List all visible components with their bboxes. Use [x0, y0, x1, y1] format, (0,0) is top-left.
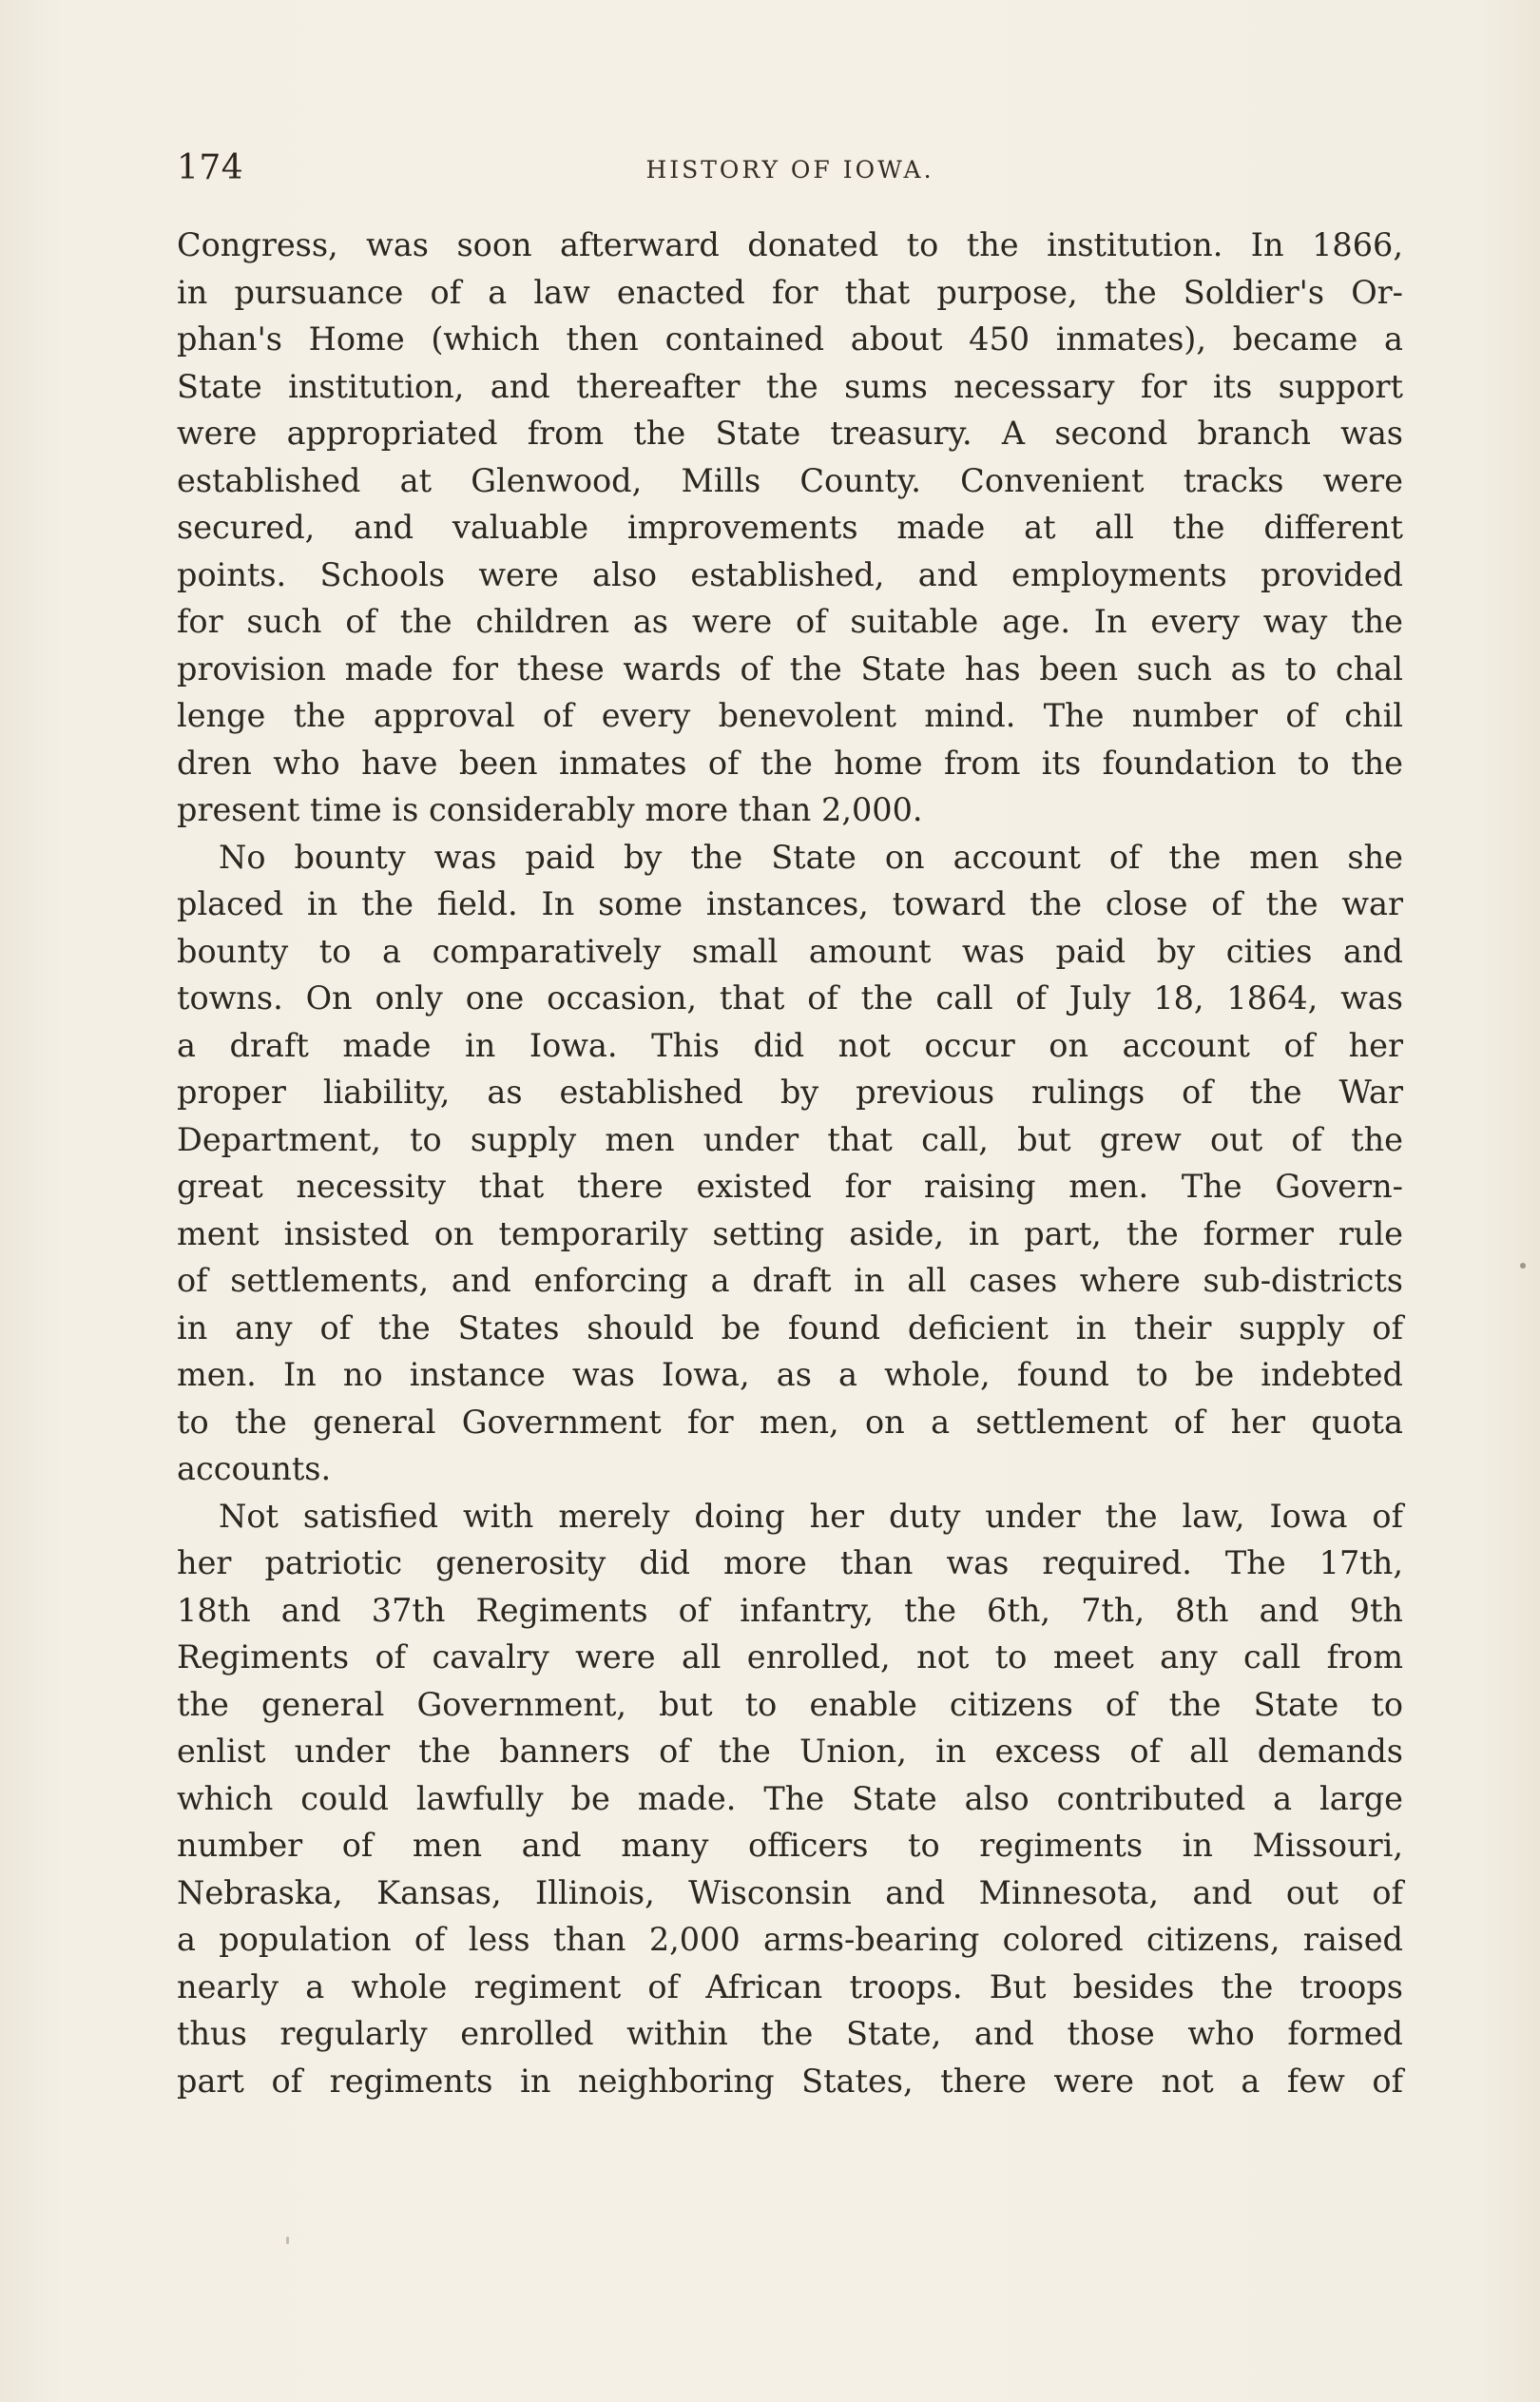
text-line: secured, and valuable improvements made at all the different	[177, 509, 1403, 546]
page-number: 174	[177, 148, 244, 187]
running-head: HISTORY OF IOWA.	[645, 156, 934, 184]
page-header	[177, 148, 1403, 196]
text-line: 18th and 37th Regiments of infantry, the 6th, 7th, 8th and 9th	[177, 1591, 1403, 1629]
paper-speck	[1520, 1263, 1526, 1269]
text-line: Not satisfied with merely doing her duty under the law, Iowa of	[219, 1497, 1403, 1535]
text-line: placed in the field. In some instances, toward the close of the war	[177, 885, 1403, 922]
text-line: part of regiments in neighboring States, there were not a few of	[177, 2062, 1403, 2100]
text-line: bounty to a comparatively small amount was paid by cities and	[177, 932, 1403, 970]
paragraph	[177, 222, 1403, 834]
text-line: provision made for these wards of the State has been such as to chal	[177, 649, 1403, 688]
text-line: nearly a whole regiment of African troops. But besides the troops	[177, 1967, 1403, 2005]
text-line: State institution, and thereafter the sums necessary for its support	[177, 367, 1403, 405]
text-line: points. Schools were also established, and employments provided	[177, 555, 1403, 593]
text-line: thus regularly enrolled within the State, and those who formed	[177, 2015, 1403, 2052]
text-line: accounts.	[177, 1450, 332, 1487]
text-line: to the general Government for men, on a settlement of her quota	[177, 1403, 1403, 1441]
paragraph	[177, 834, 1403, 1493]
text-line: great necessity that there existed for raising men. The Govern-	[177, 1168, 1403, 1205]
text-line: enlist under the banners of the Union, in excess of all demands	[177, 1733, 1403, 1770]
text-line: men. In no instance was Iowa, as a whole, found to be indebted	[177, 1356, 1403, 1393]
text-line: Nebraska, Kansas, Illinois, Wisconsin and Minnesota, and out of	[177, 1873, 1403, 1911]
text-line: a draft made in Iowa. This did not occur on account of her	[177, 1026, 1403, 1064]
text-line: No bounty was paid by the State on account of the men she	[219, 838, 1403, 876]
text-line: towns. On only one occasion, that of the call of July 18, 1864, was	[177, 979, 1403, 1017]
text-line: established at Glenwood, Mills County. Convenient tracks were	[177, 461, 1403, 499]
body-text	[177, 222, 1403, 2104]
text-line: her patriotic generosity did more than was required. The 17th,	[177, 1544, 1403, 1581]
text-line: for such of the children as were of suitable age. In every way the	[177, 603, 1403, 640]
text-line: the general Government, but to enable citizens of the State to	[177, 1685, 1403, 1723]
text-line: Congress, was soon afterward donated to the institution. In 1866,	[177, 226, 1403, 263]
paragraph	[177, 1493, 1403, 2105]
text-line: number of men and many officers to regiments in Missouri,	[177, 1827, 1403, 1864]
text-line: dren who have been inmates of the home from its foundation to the	[177, 744, 1403, 782]
text-line: Regiments of cavalry were all enrolled, not to meet any call from	[177, 1638, 1403, 1676]
text-line: proper liability, as established by previous rulings of the War	[177, 1074, 1403, 1111]
text-line: which could lawfully be made. The State also contributed a large	[177, 1779, 1403, 1817]
text-line: in any of the States should be found deficient in their supply of	[177, 1308, 1403, 1346]
text-line: were appropriated from the State treasury. A second branch was	[177, 415, 1403, 452]
text-line: present time is considerably more than 2,000.	[177, 791, 923, 828]
text-line: ment insisted on temporarily setting aside, in part, the former rule	[177, 1214, 1403, 1252]
text-line: Department, to supply men under that call, but grew out of the	[177, 1120, 1403, 1158]
text-line: in pursuance of a law enacted for that purpose, the Soldier's Or-	[177, 273, 1403, 311]
text-line: phan's Home (which then contained about 450 inmates), became a	[177, 320, 1403, 358]
text-line: of settlements, and enforcing a draft in all cases where sub-districts	[177, 1262, 1403, 1299]
text-line: lenge the approval of every benevolent mind. The number of chil	[177, 697, 1403, 734]
paper-speck	[286, 2237, 289, 2244]
text-line: a population of less than 2,000 arms-bearing colored citizens, raised	[177, 1921, 1403, 1958]
